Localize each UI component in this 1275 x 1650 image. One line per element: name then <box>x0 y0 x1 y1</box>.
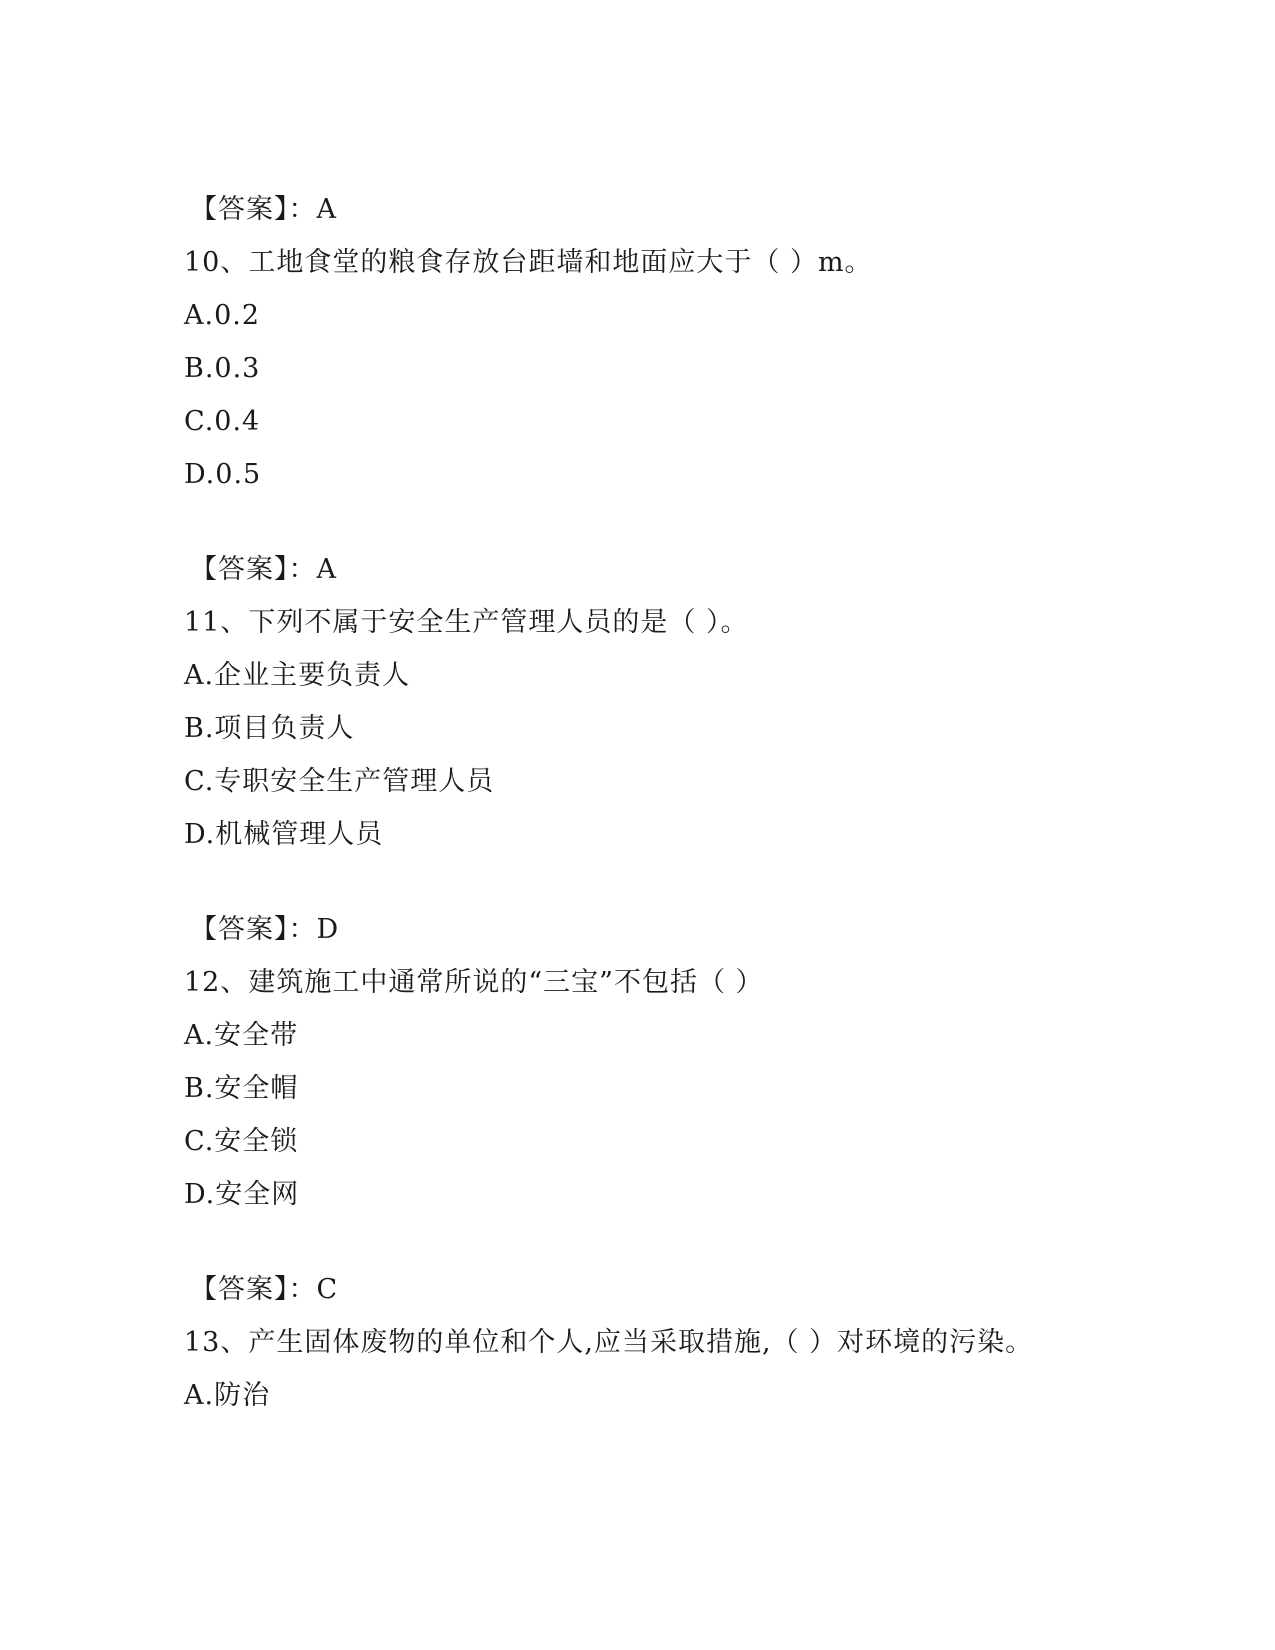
option-c: C.专职安全生产管理人员 <box>184 766 495 797</box>
question-13: 13、产生固体废物的单位和个人,应当采取措施,（ ）对环境的污染。 <box>184 1327 1034 1358</box>
option-d: D.安全网 <box>184 1179 300 1210</box>
option-b: B.项目负责人 <box>184 713 355 744</box>
option-c: C.0.4 <box>184 406 261 437</box>
option-a: A.0.2 <box>184 300 261 331</box>
option-a: A.防治 <box>184 1380 271 1411</box>
question-10: 10、工地食堂的粮食存放台距墙和地面应大于（ ）m。 <box>184 247 873 278</box>
answer-line: 【答案】：A <box>190 554 337 585</box>
option-d: D.机械管理人员 <box>184 819 384 850</box>
question-12: 12、建筑施工中通常所说的“三宝”不包括（ ） <box>184 967 764 998</box>
option-b: B.0.3 <box>184 353 261 384</box>
option-d: D.0.5 <box>184 459 262 490</box>
option-a: A.安全带 <box>184 1020 299 1051</box>
option-a: A.企业主要负责人 <box>184 660 411 691</box>
question-11: 11、下列不属于安全生产管理人员的是（ ）。 <box>184 607 749 638</box>
option-b: B.安全帽 <box>184 1073 299 1104</box>
answer-line: 【答案】：A <box>190 194 337 225</box>
option-c: C.安全锁 <box>184 1126 299 1157</box>
answer-line: 【答案】：C <box>190 1274 339 1305</box>
answer-line: 【答案】：D <box>190 914 340 945</box>
